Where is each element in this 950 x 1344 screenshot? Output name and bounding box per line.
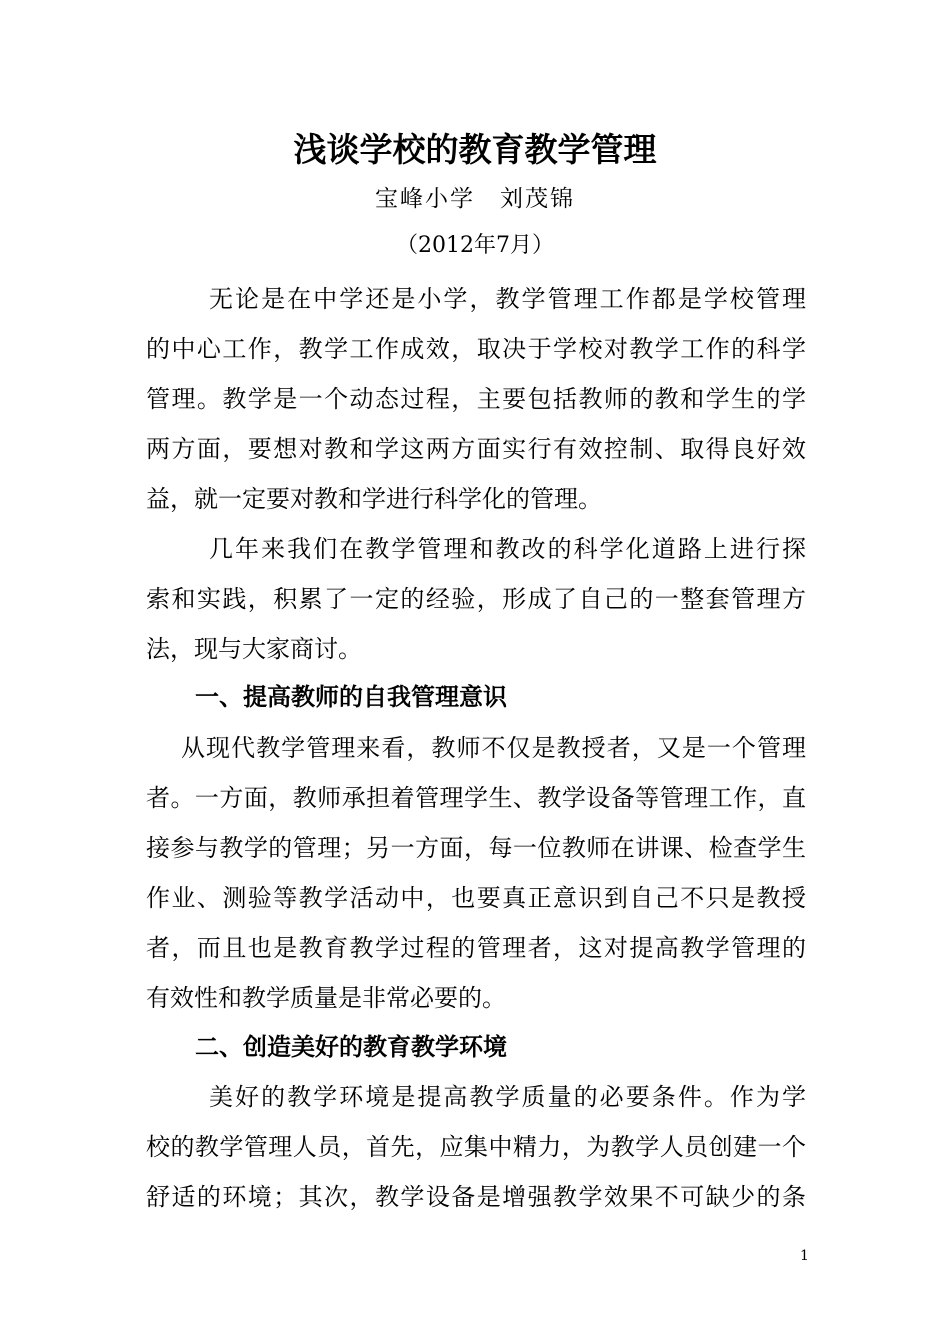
paragraph-line: 益，就一定要对教和学进行科学化的管理。 bbox=[146, 485, 602, 513]
paragraph-line: 校的教学管理人员，首先，应集中精力，为教学人员创建一个 bbox=[146, 1133, 806, 1161]
paragraph-line: 法，现与大家商讨。 bbox=[146, 635, 362, 663]
paragraph-line: 无论是在中学还是小学，教学管理工作都是学校管理 bbox=[209, 285, 806, 313]
paragraph-line: 者，而且也是教育教学过程的管理者，这对提高教学管理的 bbox=[146, 934, 806, 962]
paragraph-line: 舒适的环境；其次，教学设备是增强教学效果不可缺少的条 bbox=[146, 1183, 806, 1211]
paragraph-line: 索和实践，积累了一定的经验，形成了自己的一整套管理方 bbox=[146, 585, 806, 613]
paragraph-line: 从现代教学管理来看，教师不仅是教授者，又是一个管理 bbox=[181, 734, 806, 762]
paragraph-line: 作业、测验等教学活动中，也要真正意识到自己不只是教授 bbox=[146, 884, 806, 912]
paragraph-line: 者。一方面，教师承担着管理学生、教学设备等管理工作，直 bbox=[146, 784, 806, 812]
date-line: （2012年7月） bbox=[396, 233, 554, 258]
paragraph-line: 几年来我们在教学管理和教改的科学化道路上进行探 bbox=[209, 535, 806, 563]
paragraph-line: 管理。教学是一个动态过程，主要包括教师的教和学生的学 bbox=[146, 385, 806, 413]
page-number: 1 bbox=[800, 1248, 809, 1264]
paragraph-line: 两方面，要想对教和学这两方面实行有效控制、取得良好效 bbox=[146, 435, 806, 463]
paragraph-line: 美好的教学环境是提高教学质量的必要条件。作为学 bbox=[209, 1083, 806, 1111]
paragraph-line: 的中心工作，教学工作成效，取决于学校对教学工作的科学 bbox=[146, 335, 806, 363]
section-heading: 二、创造美好的教育教学环境 bbox=[195, 1032, 507, 1061]
section-heading: 一、提高教师的自我管理意识 bbox=[195, 682, 507, 711]
document-title: 浅谈学校的教育教学管理 bbox=[293, 130, 657, 169]
author-line: 宝峰小学 刘茂锦 bbox=[375, 186, 575, 212]
paragraph-line: 接参与教学的管理；另一方面，每一位教师在讲课、检查学生 bbox=[146, 834, 806, 862]
paragraph-line: 有效性和教学质量是非常必要的。 bbox=[146, 984, 506, 1012]
